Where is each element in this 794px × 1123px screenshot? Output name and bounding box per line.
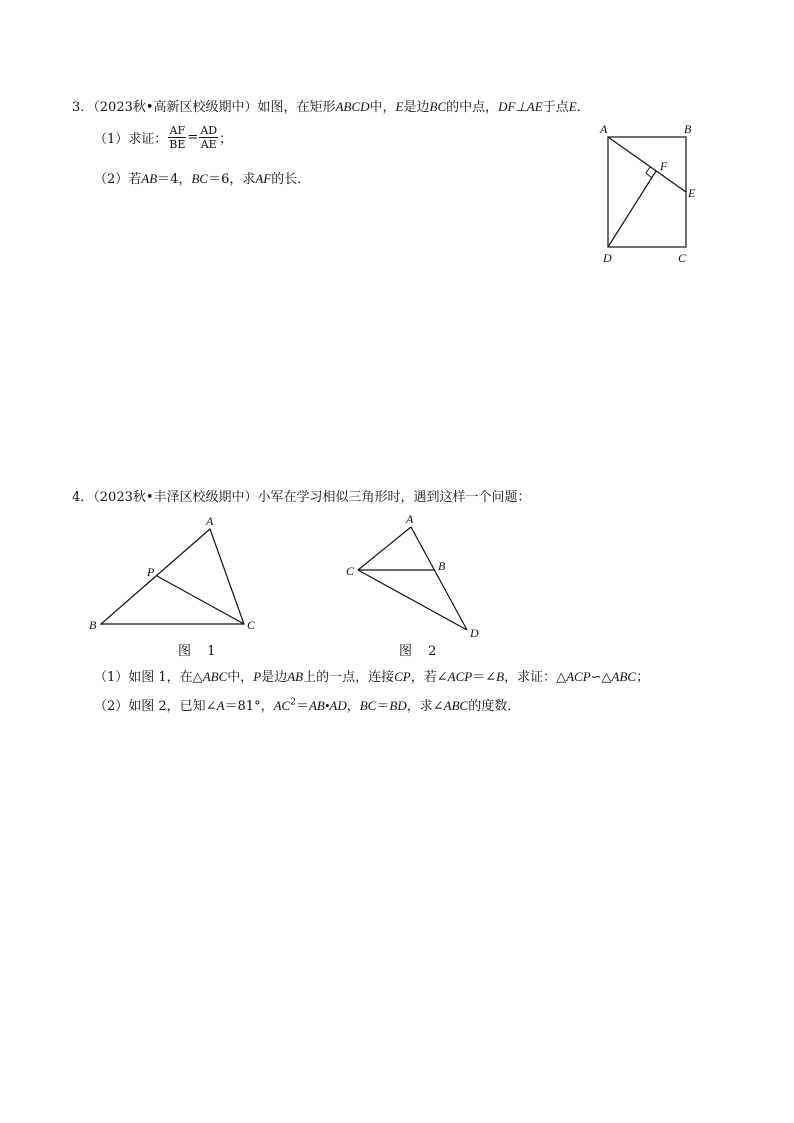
q3-e2: E [568, 99, 577, 114]
fig1-label-b: B [89, 618, 97, 632]
q4-text: ，若∠ [410, 670, 448, 685]
q4-acp: ACP [566, 669, 591, 684]
label-b: B [684, 122, 692, 136]
q4-text: ＝ [295, 699, 309, 714]
q3-abcd: ABCD [335, 99, 370, 114]
fig1-label-p: P [147, 565, 155, 579]
q4-ac: AC [273, 698, 291, 713]
q3-text: 的长． [271, 172, 311, 187]
frac-num: AF [169, 124, 186, 137]
q4-text: 上的一点，连接 [303, 670, 395, 685]
q4-b: B [496, 669, 505, 684]
q4-bc: BC [359, 698, 377, 713]
segment-cp [157, 576, 244, 624]
triangle-abc-fig1 [101, 529, 244, 624]
q3-bc: BC [429, 99, 447, 114]
q4-text: ， [346, 699, 360, 714]
q3-text: ． [576, 100, 590, 115]
q3-e: E [395, 99, 404, 114]
label-f: F [660, 159, 668, 173]
superscript-2: 2 [290, 697, 296, 708]
frac-den: AE [200, 138, 217, 151]
q4-similar: ∽△ [590, 670, 612, 685]
q3-text: 于点 [542, 100, 569, 115]
q4-ab: AB [287, 669, 304, 684]
frac-num: AD [200, 124, 218, 137]
q3-df-perp-ae: DF⊥AE [498, 99, 543, 114]
q4-text: ＝81°， [224, 699, 274, 714]
q4-part1 [94, 666, 649, 685]
q4-ab-ad: AB•AD [308, 698, 347, 713]
q4-p: P [253, 669, 262, 684]
q3-ab: AB [141, 171, 158, 186]
q4-abc: ABC [443, 698, 469, 713]
q4-text: ＝ [376, 699, 390, 714]
label-a: A [600, 122, 608, 136]
fig2-label-b: B [438, 559, 446, 573]
q4-text: 的度数． [468, 699, 521, 714]
q3-text: 是边 [403, 100, 430, 115]
label-d: D [603, 251, 612, 265]
figure-1-caption: 图 1 [178, 644, 222, 659]
fig1-label-c: C [247, 618, 256, 632]
q4-cp: CP [394, 669, 411, 684]
q4-source: （2023秋•丰泽区校级期中） [93, 490, 258, 505]
q3-source: （2023秋•高新区校级期中） [93, 100, 258, 115]
q4-text: 小军在学习相似三角形时，遇到这样一个问题： [257, 490, 531, 505]
q4-number: 4． [72, 490, 94, 505]
label-c: C [678, 251, 687, 265]
fig1-label-a: A [206, 514, 214, 528]
q4-bd: BD [389, 698, 407, 713]
q4-abc: ABC [611, 669, 637, 684]
q4-abc: ABC [202, 669, 228, 684]
q3-bc: BC [191, 171, 209, 186]
q4-text: ，求∠ [406, 699, 444, 714]
q4-acp: ACP [447, 669, 473, 684]
q3-number: 3． [72, 100, 94, 115]
label-e: E [688, 186, 696, 200]
q3-text: 如图，在矩形 [257, 100, 336, 115]
frac-den: BE [169, 138, 186, 151]
q3-text: 中， [369, 100, 396, 115]
figure-2-caption: 图 2 [399, 644, 443, 659]
q3-text: ＝6，求 [208, 172, 256, 187]
q4-text: 是边 [261, 670, 288, 685]
q4-text: （2）如图 2，已知∠ [94, 699, 217, 714]
q4-text: ＝∠ [472, 670, 497, 685]
fig2-label-d: D [470, 626, 479, 640]
q4-text: ； [636, 670, 650, 685]
q4-text: （1）如图 1，在△ [94, 670, 203, 685]
q3-text: ＝4， [157, 172, 192, 187]
q4-part2 [94, 695, 520, 714]
q3-af: AF [255, 171, 272, 186]
equals: = [187, 130, 199, 145]
fig2-label-a: A [406, 512, 414, 526]
q3-part2-label: （2）若 [94, 172, 142, 187]
q4-text: ，求证：△ [504, 670, 567, 685]
q3-part1-label: （1）求证： [94, 132, 168, 147]
q4-text: 中， [227, 670, 254, 685]
fig2-label-c: C [346, 564, 355, 578]
segment-ac [358, 527, 411, 570]
q3-text: ； [219, 132, 233, 147]
q3-text: 的中点， [446, 100, 499, 115]
q4-a: A [216, 698, 225, 713]
